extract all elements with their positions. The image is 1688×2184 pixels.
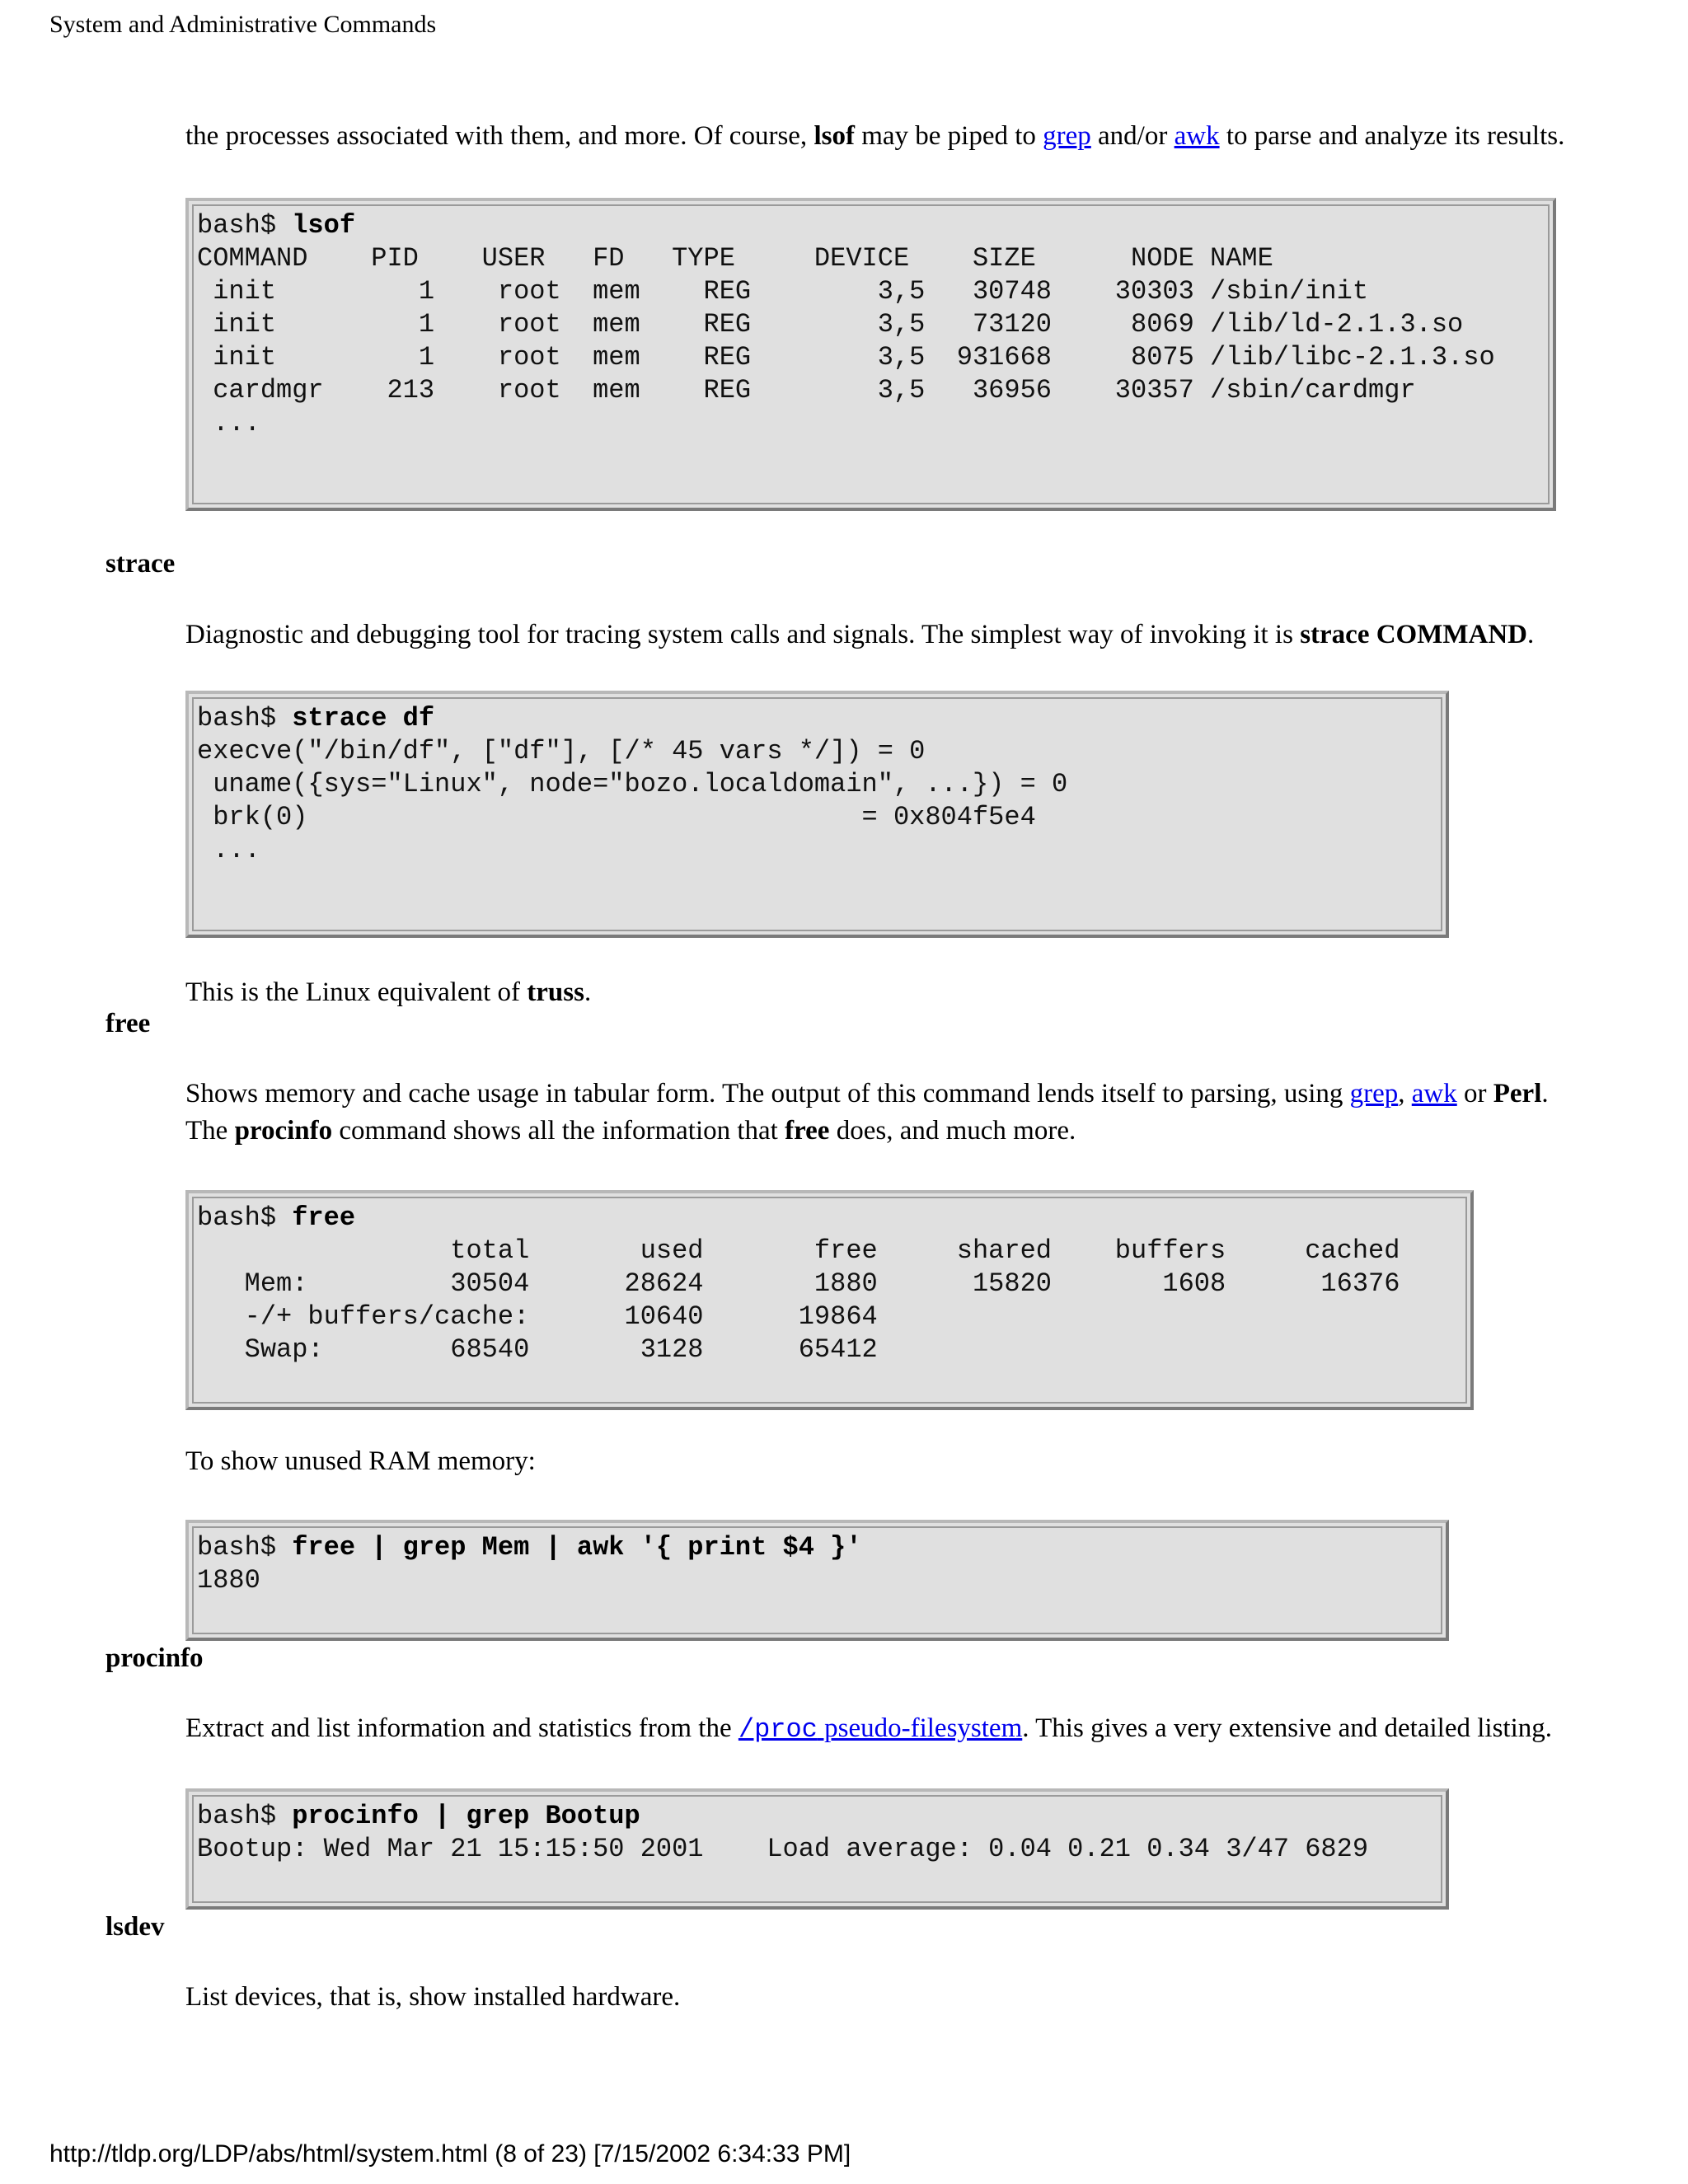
term-lsdev: lsdev (106, 1912, 165, 1942)
free-desc-text-3: . (1541, 1079, 1549, 1108)
procinfo-code (197, 1800, 1446, 1866)
term-free: free (106, 1009, 151, 1038)
term-procinfo: procinfo (106, 1643, 204, 1673)
code-line: brk(0) = 0x804f5e4 (197, 802, 1036, 832)
lsof-intro-text-3: and/or (1090, 121, 1175, 151)
free-desc2-text-2: command shows all the information that (332, 1116, 785, 1146)
lsof-intro-bold: lsof (814, 121, 855, 151)
code-line: 1880 (197, 1565, 260, 1596)
code-line: ... (197, 408, 260, 438)
lsof-code (197, 209, 1553, 440)
code-prompt: bash$ (197, 1801, 293, 1831)
page-header: System and Administrative Commands (49, 11, 437, 38)
code-line: total used free shared buffers cached (197, 1235, 1400, 1266)
free-desc-sep: , (1398, 1079, 1412, 1108)
page-footer: http://tldp.org/LDP/abs/html/system.html (8 of 23) [7/15/2002 6:34:33 PM] (49, 2140, 851, 2168)
free-code (197, 1202, 1470, 1366)
strace-desc-text-1: Diagnostic and debugging tool for tracing system calls and signals. The simplest way of invoking it is (185, 620, 1301, 649)
free-grep-code (197, 1531, 1446, 1597)
free-grep-code-block (185, 1520, 1449, 1641)
code-command: free (292, 1202, 356, 1233)
lsof-intro-text-1: the processes associated with them, and more. Of course, (185, 121, 814, 151)
free-description-line-2 (185, 1113, 1076, 1150)
truss-note (185, 974, 591, 1011)
proc-link-text: pseudo-filesystem (817, 1713, 1023, 1743)
code-prompt: bash$ (197, 1202, 293, 1233)
lsof-intro-text-2: may be piped to (854, 121, 1043, 151)
unused-ram-text: To show unused RAM memory: (185, 1446, 536, 1476)
awk-link[interactable]: awk (1174, 121, 1220, 151)
code-line: ... (197, 835, 260, 865)
free-code-block (185, 1190, 1474, 1410)
grep-link[interactable]: grep (1043, 121, 1091, 151)
truss-note-bold: truss (527, 977, 584, 1007)
free-desc-text-2: or (1456, 1079, 1493, 1108)
strace-description (185, 616, 1534, 654)
strace-desc-text-2: . (1527, 620, 1535, 649)
code-command: free | grep Mem | awk '{ print $4 }' (292, 1532, 862, 1563)
code-line: Bootup: Wed Mar 21 15:15:50 2001 Load average: 0.04 0.21 0.34 3/47 6829 (197, 1834, 1369, 1864)
procinfo-code-block (185, 1788, 1449, 1910)
free-desc2-text-3: does, and much more. (829, 1116, 1076, 1146)
code-command: procinfo | grep Bootup (292, 1801, 640, 1831)
code-line: uname({sys="Linux", node="bozo.localdomain", ...}) = 0 (197, 769, 1068, 799)
free-desc2-bold-2: free (785, 1116, 830, 1146)
truss-note-text-1: This is the Linux equivalent of (185, 977, 528, 1007)
code-line: -/+ buffers/cache: 10640 19864 (197, 1301, 878, 1332)
code-line: COMMAND PID USER FD TYPE DEVICE SIZE NODE NAME (197, 243, 1273, 274)
code-line: init 1 root mem REG 3,5 30748 30303 /sbin/init (197, 276, 1369, 307)
lsdev-description: List devices, that is, show installed hardware. (185, 1982, 681, 2012)
free-desc-bold: Perl (1493, 1079, 1542, 1108)
strace-desc-bold: strace COMMAND (1300, 620, 1528, 649)
code-command: lsof (292, 210, 356, 241)
term-strace: strace (106, 549, 176, 579)
code-prompt: bash$ (197, 210, 293, 241)
free-desc2-text-1: The (185, 1116, 235, 1146)
proc-filesystem-link[interactable] (738, 1713, 1022, 1743)
code-line: Swap: 68540 3128 65412 (197, 1334, 878, 1365)
code-line: Mem: 30504 28624 1880 15820 1608 16376 (197, 1268, 1400, 1299)
free-desc2-bold-1: procinfo (234, 1116, 333, 1146)
grep-link[interactable]: grep (1349, 1079, 1399, 1108)
lsof-code-block (185, 198, 1556, 511)
procinfo-desc-text-1: Extract and list information and statistics from the (185, 1713, 738, 1743)
truss-note-text-2: . (584, 977, 592, 1007)
code-command: strace df (292, 703, 435, 733)
code-line: init 1 root mem REG 3,5 931668 8075 /lib/libc-2.1.3.so (197, 342, 1495, 373)
strace-code (197, 702, 1446, 867)
free-desc-text-1: Shows memory and cache usage in tabular form. The output of this command lends itself to parsing, using (185, 1079, 1350, 1108)
procinfo-desc-text-2: . This gives a very extensive and detailed listing. (1022, 1713, 1552, 1743)
procinfo-description (185, 1710, 1552, 1748)
free-description-line-1 (185, 1076, 1549, 1113)
code-line: init 1 root mem REG 3,5 73120 8069 /lib/ld-2.1.3.so (197, 309, 1464, 340)
code-line: cardmgr 213 root mem REG 3,5 36956 30357 /sbin/cardmgr (197, 375, 1416, 405)
code-prompt: bash$ (197, 703, 293, 733)
awk-link[interactable]: awk (1411, 1079, 1457, 1108)
lsof-intro-paragraph (185, 118, 1564, 155)
code-line: execve("/bin/df", ["df"], [/* 45 vars */]) = 0 (197, 736, 926, 766)
code-prompt: bash$ (197, 1532, 293, 1563)
lsof-intro-text-4: to parse and analyze its results. (1219, 121, 1565, 151)
strace-code-block (185, 691, 1449, 938)
proc-code-text: /proc (738, 1714, 818, 1745)
